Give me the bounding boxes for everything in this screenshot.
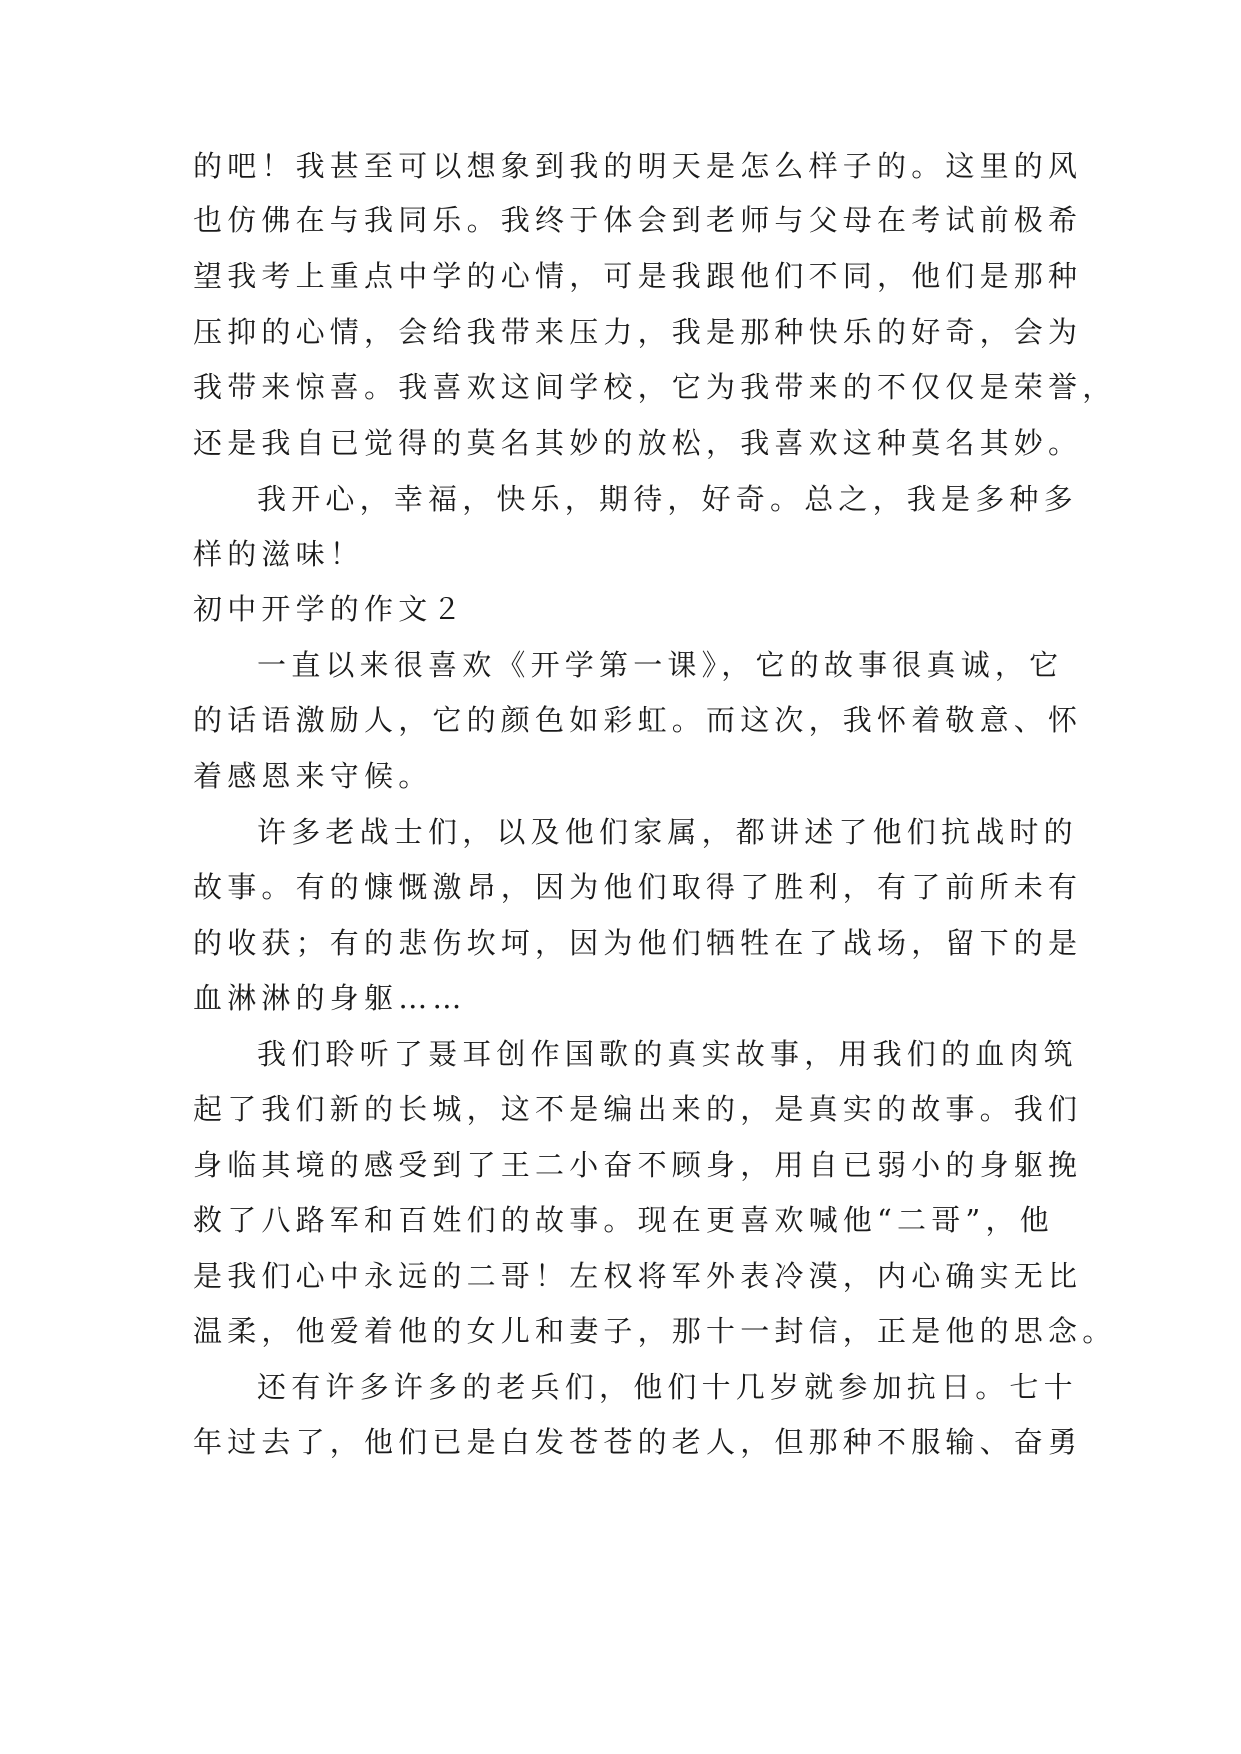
text-line: 也仿佛在与我同乐。我终于体会到老师与父母在考试前极希 [193,203,1083,237]
text-line: 血淋淋的身躯…… [193,981,467,1015]
text-line: 还是我自已觉得的莫名其妙的放松，我喜欢这种莫名其妙。 [193,426,1083,460]
text-line: 压抑的心情，会给我带来压力，我是那种快乐的好奇，会为 [193,315,1083,349]
text-line: 望我考上重点中学的心情，可是我跟他们不同，他们是那种 [193,259,1083,293]
paragraph-first-line: 我们聆听了聂耳创作国歌的真实故事，用我们的血肉筑 [257,1037,1078,1071]
text-line: 是我们心中永远的二哥！左权将军外表冷漠，内心确实无比 [193,1259,1083,1293]
text-line: 的话语激励人，它的颜色如彩虹。而这次，我怀着敬意、怀 [193,703,1083,737]
paragraph-first-line: 许多老战士们，以及他们家属，都讲述了他们抗战时的 [257,815,1078,849]
paragraph-first-line: 一直以来很喜欢《开学第一课》，它的故事很真诚，它 [257,648,1064,682]
text-line: 温柔，他爱着他的女儿和妻子，那十一封信，正是他的思念。 [193,1314,1117,1348]
text-line: 年过去了，他们已是白发苍苍的老人，但那种不服输、奋勇 [193,1425,1083,1459]
text-line: 我带来惊喜。我喜欢这间学校，它为我带来的不仅仅是荣誉， [193,370,1117,404]
text-line: 故事。有的慷慨激昂，因为他们取得了胜利，有了前所未有 [193,870,1083,904]
text-line: 救了八路军和百姓们的故事。现在更喜欢喊他“二哥”，他 [193,1203,1054,1237]
text-line: 起了我们新的长城，这不是编出来的，是真实的故事。我们 [193,1092,1083,1126]
text-line: 着感恩来守候。 [193,759,433,793]
text-line: 的收获；有的悲伤坎坷，因为他们牺牲在了战场，留下的是 [193,926,1083,960]
text-line: 身临其境的感受到了王二小奋不顾身，用自已弱小的身躯挽 [193,1148,1083,1182]
paragraph-first-line: 我开心，幸福，快乐，期待，好奇。总之，我是多种多 [257,482,1078,516]
section-heading: 初中开学的作文２ [193,592,467,626]
text-line: 的吧！我甚至可以想象到我的明天是怎么样子的。这里的风 [193,149,1083,183]
text-line: 样的滋味！ [193,537,365,571]
paragraph-first-line: 还有许多许多的老兵们，他们十几岁就参加抗日。七十 [257,1370,1078,1404]
